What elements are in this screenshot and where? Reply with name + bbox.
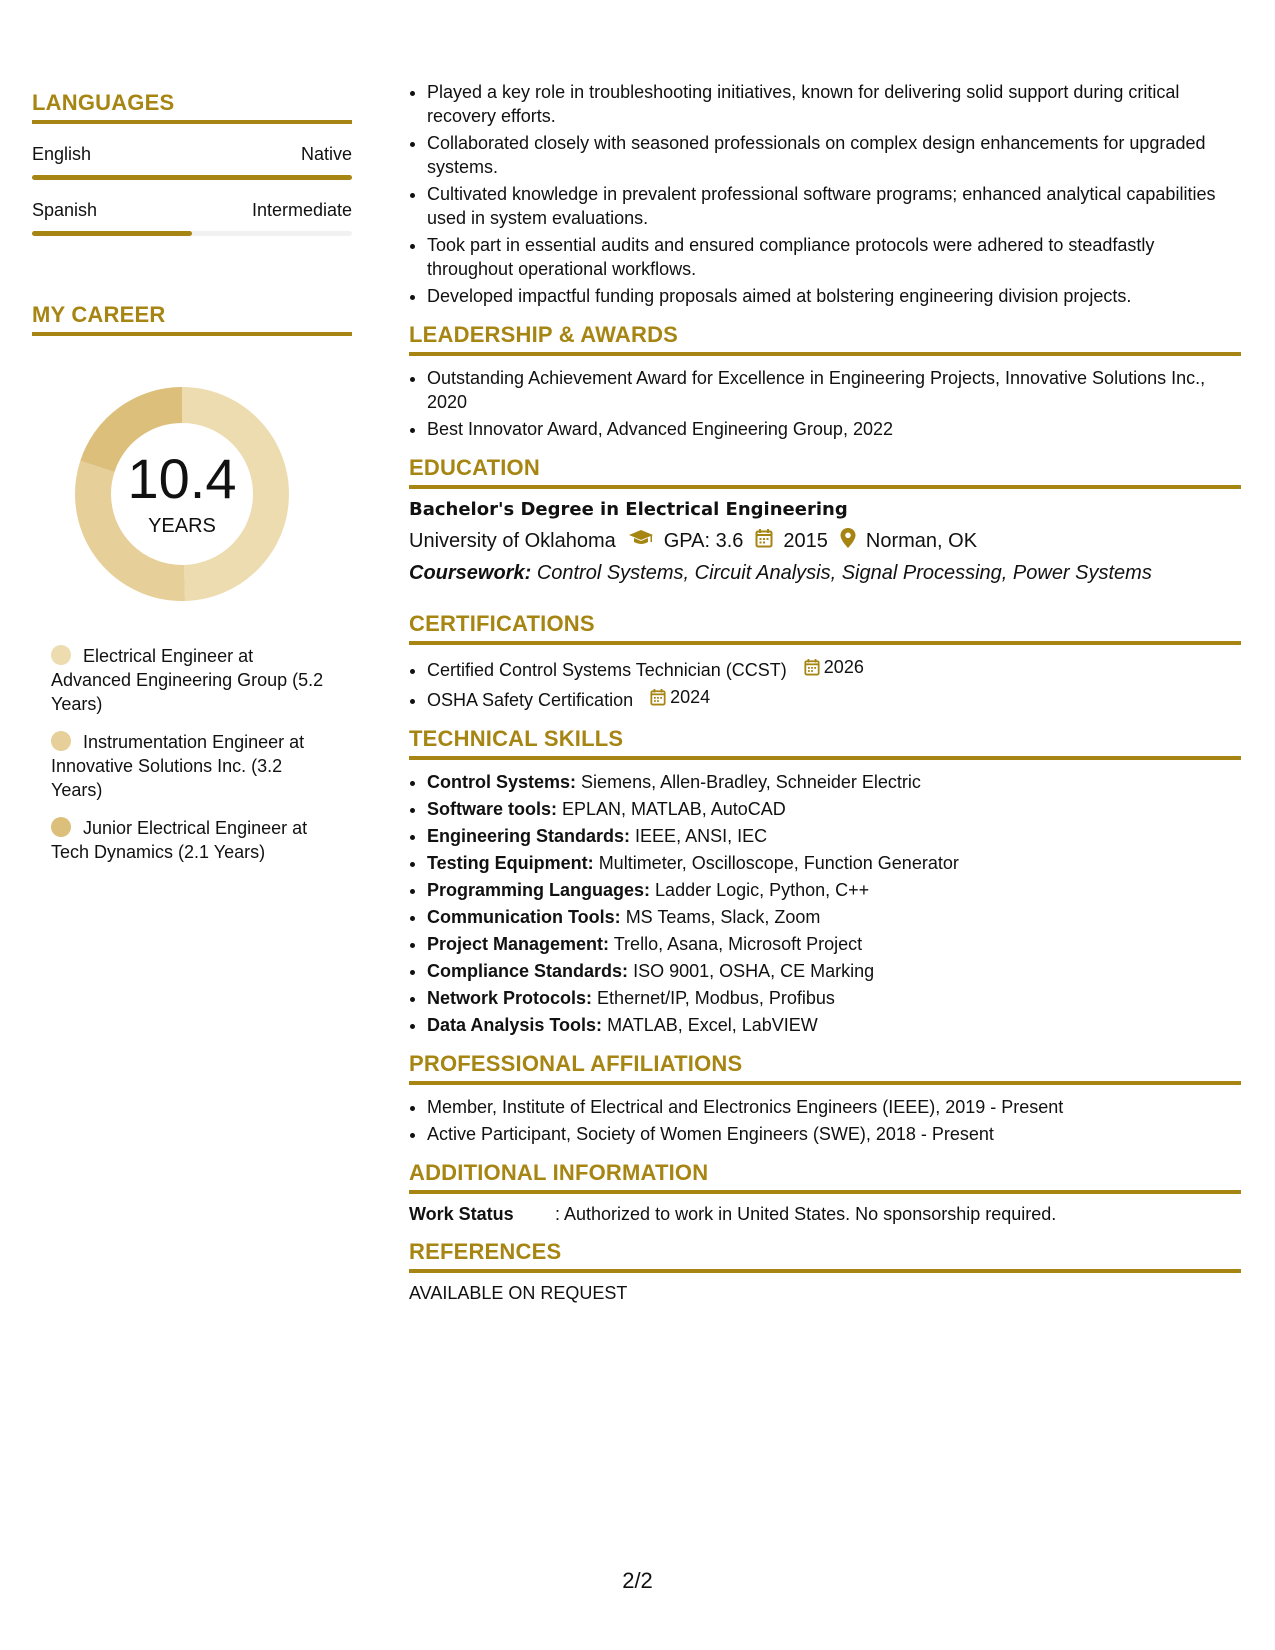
skill-value: MS Teams, Slack, Zoom — [625, 907, 821, 927]
skill-value: Trello, Asana, Microsoft Project — [613, 934, 863, 954]
experience-bullets — [409, 80, 1241, 308]
career-legend-item — [51, 816, 326, 864]
skill-item — [427, 986, 1241, 1010]
language-level-fill — [32, 175, 352, 180]
experience-bullet: • Collaborated closely with seasoned professionals on complex design enhancements for upgraded systems. — [427, 131, 1241, 179]
page-number: 2/2 — [622, 1568, 653, 1593]
work-status-label: Work Status — [409, 1204, 514, 1224]
leadership-title: LEADERSHIP & AWARDS — [409, 322, 1241, 356]
certification-year: 2024 — [670, 687, 711, 707]
legend-dot — [51, 731, 71, 751]
references-text: AVAILABLE ON REQUEST — [409, 1283, 628, 1303]
skill-item — [427, 878, 1241, 902]
language-level: Intermediate — [251, 200, 352, 220]
education-details — [409, 528, 1241, 554]
career-title: MY CAREER — [32, 302, 352, 336]
career-total-unit: YEARS — [148, 514, 216, 537]
skill-item — [427, 851, 1241, 875]
career-donut-chart — [66, 378, 298, 610]
career-legend — [51, 644, 326, 864]
skill-label: Communication Tools: — [427, 907, 621, 927]
skill-value: Ladder Logic, Python, C++ — [655, 880, 870, 900]
education-year: 2015 — [783, 529, 828, 552]
skill-label: Software tools: — [427, 799, 558, 819]
additional-info-title: ADDITIONAL INFORMATION — [409, 1160, 1241, 1194]
skill-label: Engineering Standards: — [427, 826, 631, 846]
skills-title: TECHNICAL SKILLS — [409, 726, 1241, 760]
calendar-icon — [755, 528, 773, 554]
skill-value: EPLAN, MATLAB, AutoCAD — [562, 799, 786, 819]
certification-item — [427, 655, 1241, 682]
certification-item — [427, 685, 1241, 712]
skill-item — [427, 905, 1241, 929]
experience-bullet: • Cultivated knowledge in prevalent professional software programs; enhanced analytical capabilities used in system evaluations. — [427, 182, 1241, 230]
left-column — [32, 90, 352, 878]
skill-value: IEEE, ANSI, IEC — [635, 826, 768, 846]
career-legend-label: Instrumentation Engineer at Innovative Solutions Inc. (3.2 Years) — [51, 732, 305, 800]
career-legend-item — [51, 730, 326, 802]
language-level: Native — [300, 144, 352, 164]
language-level-bar — [32, 175, 352, 180]
affiliation-item: • Member, Institute of Electrical and Electronics Engineers (IEEE), 2019 - Present — [427, 1095, 1241, 1119]
skills-list — [409, 770, 1241, 1037]
skill-value: Siemens, Allen-Bradley, Schneider Electric — [581, 772, 921, 792]
location-pin-icon — [840, 528, 856, 554]
certification-year: 2026 — [823, 657, 864, 677]
language-name: English — [32, 144, 92, 164]
skill-item — [427, 770, 1241, 794]
certifications-title: CERTIFICATIONS — [409, 611, 1241, 645]
skill-item — [427, 1013, 1241, 1037]
skill-item — [427, 932, 1241, 956]
right-column — [409, 80, 1241, 1304]
work-status-value: : Authorized to work in United States. No sponsorship required. — [555, 1204, 1057, 1224]
language-name: Spanish — [32, 200, 98, 220]
affiliation-item: • Active Participant, Society of Women Engineers (SWE), 2018 - Present — [427, 1122, 1241, 1146]
award-item: • Best Innovator Award, Advanced Engineering Group, 2022 — [427, 417, 1241, 441]
affiliations-list — [409, 1095, 1241, 1146]
certification-name: Certified Control Systems Technician (CCST) — [427, 660, 787, 680]
coursework-value: Control Systems, Circuit Analysis, Signal Processing, Power Systems — [536, 562, 1152, 584]
education-school: University of Oklahoma — [409, 529, 616, 552]
legend-dot — [51, 817, 71, 837]
skill-label: Control Systems: — [427, 772, 577, 792]
certifications-list — [409, 655, 1241, 712]
language-level-bar — [32, 231, 352, 236]
language-item — [32, 144, 352, 180]
coursework-label: Coursework: — [409, 562, 532, 584]
skill-label: Programming Languages: — [427, 880, 651, 900]
skill-value: Ethernet/IP, Modbus, Profibus — [597, 988, 835, 1008]
affiliations-title: PROFESSIONAL AFFILIATIONS — [409, 1051, 1241, 1085]
career-legend-item — [51, 644, 326, 716]
career-legend-label: Junior Electrical Engineer at Tech Dynamics (2.1 Years) — [51, 818, 308, 862]
experience-bullet: • Developed impactful funding proposals aimed at bolstering engineering division projects. — [427, 284, 1241, 308]
skill-item — [427, 824, 1241, 848]
graduation-cap-icon — [628, 529, 654, 553]
skill-label: Network Protocols: — [427, 988, 593, 1008]
leadership-list — [409, 366, 1241, 441]
languages-title: LANGUAGES — [32, 90, 352, 124]
calendar-icon — [650, 688, 666, 706]
experience-bullet: • Played a key role in troubleshooting initiatives, known for delivering solid support during critical recovery efforts. — [427, 80, 1241, 128]
skill-label: Project Management: — [427, 934, 610, 954]
skill-item — [427, 959, 1241, 983]
language-item — [32, 200, 352, 236]
skill-label: Compliance Standards: — [427, 961, 629, 981]
references-title: REFERENCES — [409, 1239, 1241, 1273]
legend-dot — [51, 645, 71, 665]
experience-bullet: • Took part in essential audits and ensured compliance protocols were adhered to steadfastly throughout operational workflows. — [427, 233, 1241, 281]
education-location: Norman, OK — [865, 529, 978, 552]
skill-value: MATLAB, Excel, LabVIEW — [607, 1015, 818, 1035]
career-total-years: 10.4 — [127, 446, 237, 510]
education-degree: Bachelor's Degree in Electrical Engineering — [409, 499, 848, 520]
calendar-icon — [804, 658, 820, 676]
language-level-fill — [32, 231, 192, 236]
award-item: • Outstanding Achievement Award for Excellence in Engineering Projects, Innovative Solutions Inc., 2020 — [427, 366, 1241, 414]
additional-info-row — [409, 1204, 1241, 1225]
education-title: EDUCATION — [409, 455, 1241, 489]
skill-label: Data Analysis Tools: — [427, 1015, 603, 1035]
certification-name: OSHA Safety Certification — [427, 690, 634, 710]
skill-value: ISO 9001, OSHA, CE Marking — [633, 961, 875, 981]
skill-value: Multimeter, Oscilloscope, Function Generator — [598, 853, 959, 873]
career-legend-label: Electrical Engineer at Advanced Engineering Group (5.2 Years) — [51, 646, 324, 714]
education-coursework — [409, 562, 1241, 585]
skill-item — [427, 797, 1241, 821]
career-section — [32, 302, 352, 864]
skill-label: Testing Equipment: — [427, 853, 594, 873]
education-gpa: GPA: 3.6 — [663, 529, 744, 552]
